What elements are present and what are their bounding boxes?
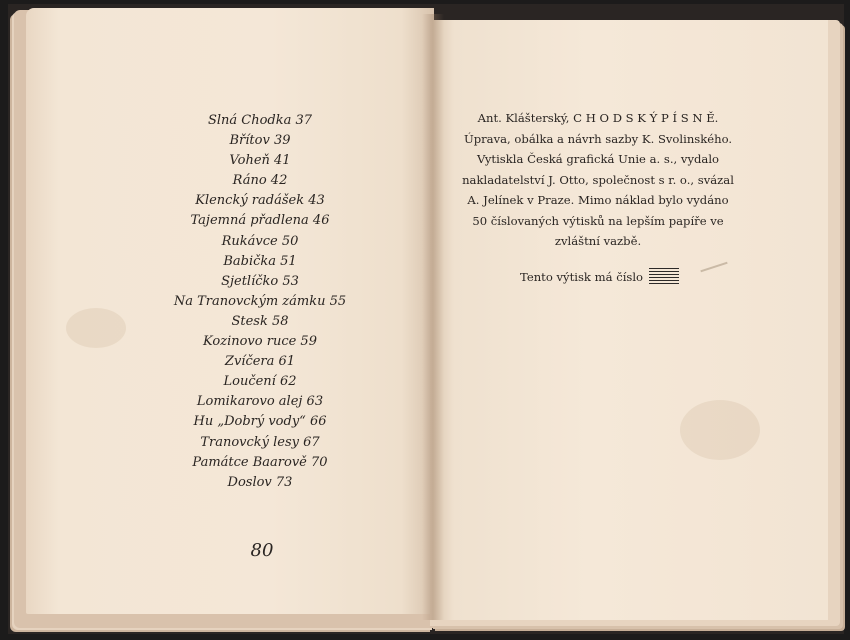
colophon-line: Úprava, obálka a návrh sazby K. Svolinského. (463, 131, 733, 146)
colophon-line: 50 číslovaných výtisků na lepším papíře ve (472, 213, 724, 228)
book-gutter (422, 14, 444, 620)
toc-entry: Klencký radášek 43 (195, 193, 325, 209)
copy-number-label: Tento výtisk má číslo (520, 270, 644, 284)
paper-stain (66, 308, 126, 348)
toc-entry: Rukávce 50 (221, 233, 299, 249)
toc-entry: Ráno 42 (232, 173, 288, 189)
paper-stain (680, 400, 760, 460)
toc-entry: Doslov 73 (227, 474, 293, 490)
toc-entry: Stesk 58 (231, 313, 289, 329)
toc-entry: Slná Chodka 37 (207, 113, 313, 128)
page-number: 80 (250, 540, 274, 561)
toc-entry: Na Tranovckým zámku 55 (173, 293, 347, 309)
colophon-line: Ant. Klášterský, C H O D S K Ý P Í S N Ě. (477, 111, 719, 125)
toc-entry: Břítov 39 (229, 133, 291, 149)
toc-entry: Tranovcký lesy 67 (200, 434, 320, 450)
colophon-line: Vytiskla Česká grafická Unie a. s., vydalo (476, 152, 720, 166)
toc-entry: Lomikarovo alej 63 (196, 394, 324, 410)
toc-entry: Tajemná přadlena 46 (190, 213, 330, 229)
toc-entry: Zvíčera 61 (224, 354, 296, 370)
toc-entry: Loučení 62 (223, 374, 297, 390)
colophon-line: A. Jelínek v Praze. Mimo náklad bylo vydáno (467, 193, 729, 207)
number-hatch-box (649, 268, 679, 286)
toc-entry: Kozinovo ruce 59 (203, 334, 317, 350)
colophon-line: zvláštní vazbě. (554, 234, 642, 248)
colophon-line: nakladatelství J. Otto, společnost s r. o., svázal (462, 172, 734, 187)
toc-entry: Voheň 41 (229, 153, 291, 169)
colophon (462, 108, 734, 252)
copy-number-line (520, 268, 700, 286)
toc-entry: Památce Baarově 70 (192, 454, 328, 470)
toc-entry: Sjetlíčko 53 (221, 273, 299, 289)
toc-entry: Babička 51 (223, 253, 297, 269)
table-of-contents (150, 111, 370, 493)
toc-entry: Hu „Dobrý vody“ 66 (193, 414, 327, 430)
